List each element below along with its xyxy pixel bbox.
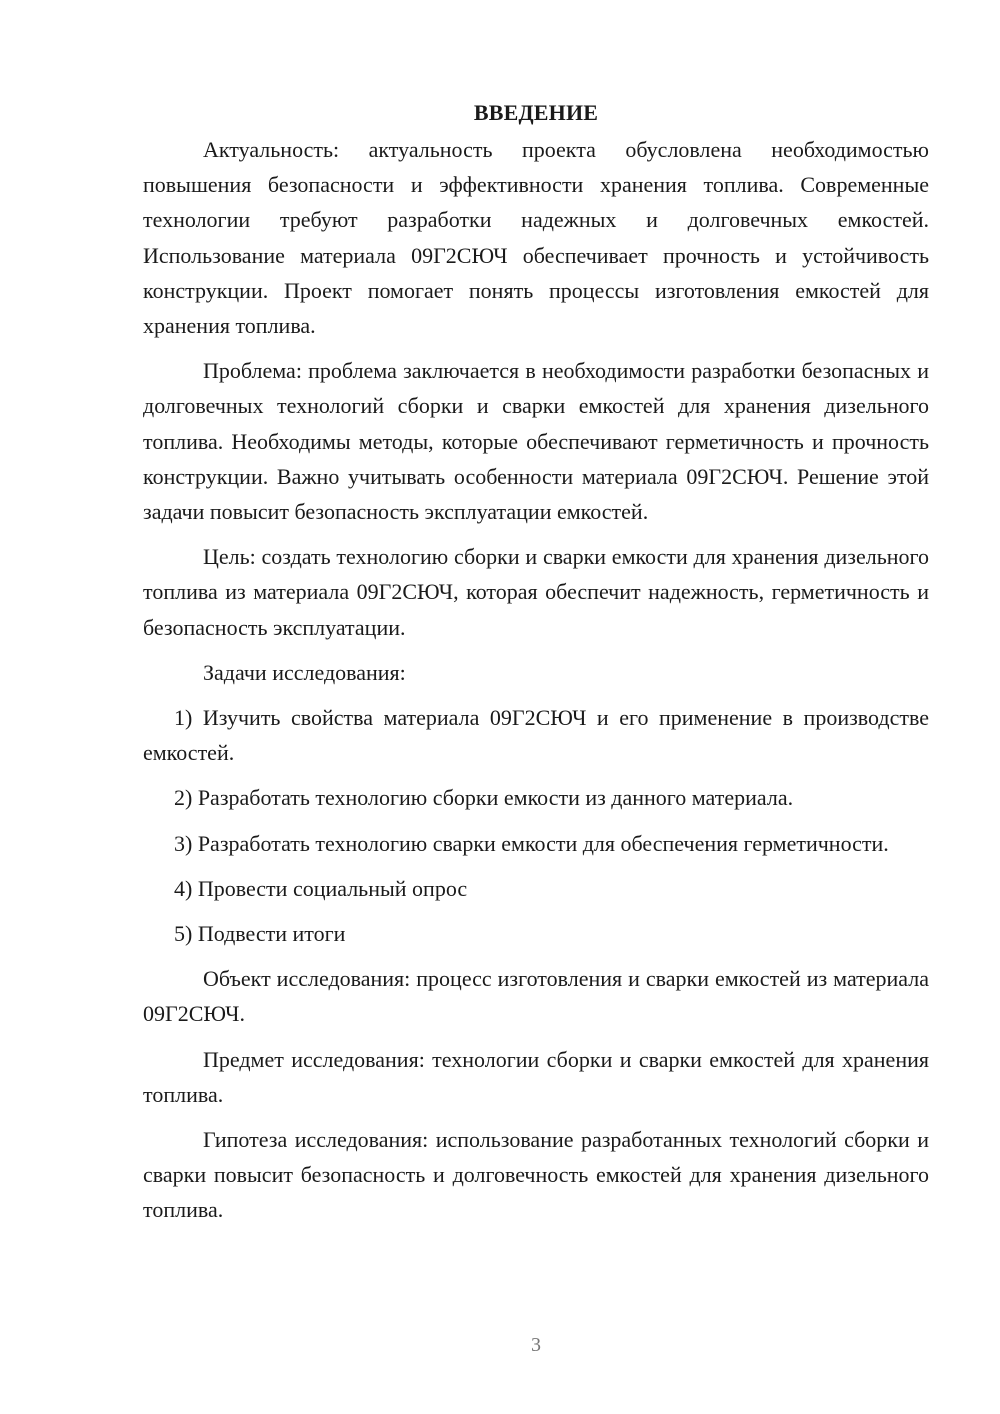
problem-paragraph: Проблема: проблема заключается в необходимости разработки безопасных и долговечных технологий сборки и сварки емкостей для хранения дизельного топлива. Необходимы методы, которые обеспечивают герметичность и прочность конструкции. Важно учитывать особенности материала 09Г2СЮЧ. Решение этой задачи повысит безопасность эксплуатации емкостей. — [143, 358, 929, 525]
document-page — [143, 95, 929, 1238]
hypothesis-paragraph: Гипотеза исследования: использование разработанных технологий сборки и сварки повысит безопасность и долговечность емкостей для хранения дизельного топлива. — [143, 1127, 929, 1223]
task-item-5: 5) Подвести итоги — [174, 921, 346, 947]
object-paragraph: Объект исследования: процесс изготовления и сварки емкостей из материала 09Г2СЮЧ. — [143, 966, 929, 1027]
relevance-paragraph: Актуальность: актуальность проекта обусловлена необходимостью повышения безопасности и эффективности хранения топлива. Современные технологии требуют разработки надежных и долговечных емкостей. Использование материала 09Г2СЮЧ обеспечивает прочность и устойчивость конструкции. Проект помогает понять процессы изготовления емкостей для хранения топлива. — [143, 137, 929, 339]
page-number: 3 — [531, 1334, 541, 1356]
goal-paragraph: Цель: создать технологию сборки и сварки емкости для хранения дизельного топлива из материала 09Г2СЮЧ, которая обеспечит надежность, герметичность и безопасность эксплуатации. — [143, 544, 929, 640]
page-title: ВВЕДЕНИЕ — [473, 100, 599, 125]
subject-paragraph: Предмет исследования: технологии сборки и сварки емкостей для хранения топлива. — [143, 1046, 929, 1107]
tasks-title: Задачи исследования: — [203, 659, 406, 685]
task-item-3: 3) Разработать технологию сварки емкости для обеспечения герметичности. — [174, 830, 889, 856]
task-item-1: 1) Изучить свойства материала 09Г2СЮЧ и его применение в производстве емкостей. — [143, 705, 929, 766]
task-item-2: 2) Разработать технологию сборки емкости из данного материала. — [174, 785, 794, 811]
task-item-4: 4) Провести социальный опрос — [174, 875, 468, 901]
